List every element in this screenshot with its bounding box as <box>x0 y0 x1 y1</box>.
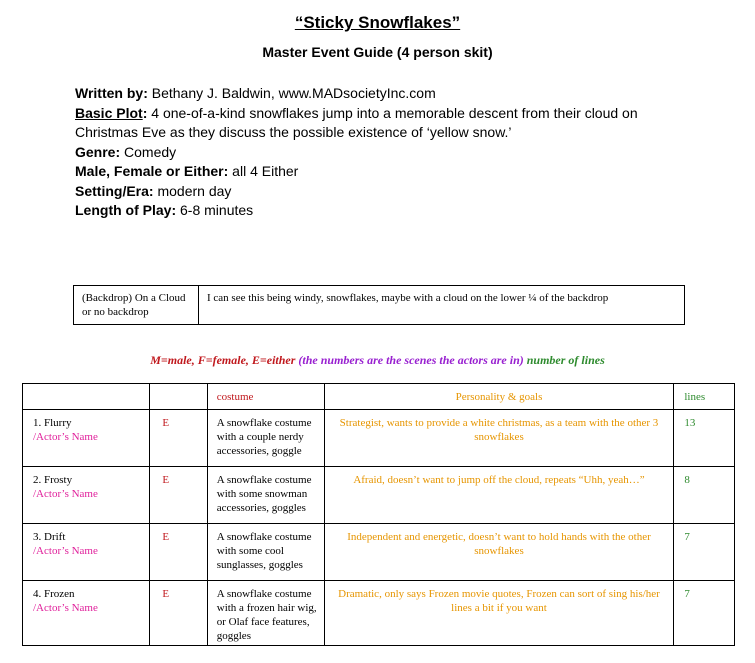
table-row <box>23 581 735 646</box>
table-row <box>23 524 735 581</box>
backdrop-row <box>74 286 685 325</box>
personality-cell: Afraid, doesn’t want to jump off the cloud, repeats “Uhh, yeah…” <box>324 467 674 524</box>
legend <box>0 352 755 368</box>
backdrop-label: (Backdrop) On a Cloud or no backdrop <box>74 286 199 325</box>
cast-table <box>22 383 735 646</box>
gender-line <box>75 162 685 182</box>
written-by-label: Written by: <box>75 85 148 101</box>
cast-table-header <box>23 384 735 410</box>
character-name: 3. Drift <box>33 531 66 543</box>
setting-value: modern day <box>153 182 232 199</box>
character-cell <box>23 410 150 467</box>
lines-cell: 8 <box>674 467 735 524</box>
written-by-value: Bethany J. Baldwin, www.MADsocietyInc.com <box>147 85 436 101</box>
length-label: Length of Play: <box>75 202 177 218</box>
personality-cell: Strategist, wants to provide a white christmas, as a team with the other 3 snowflakes <box>324 410 674 467</box>
genre-label: Genre: <box>75 143 121 160</box>
actor-name: /Actor’s Name <box>33 545 98 557</box>
length-line <box>75 201 685 221</box>
gender-label: Male, Female or Either: <box>75 163 229 179</box>
basic-plot-line <box>75 104 685 143</box>
basic-plot-value: 4 one-of-a-kind snowflakes jump into a memorable descent from their cloud on Christmas Eve as they discuss the possible existence of ‘yellow snow.’ <box>75 104 638 140</box>
personality-cell: Independent and energetic, doesn’t want to hold hands with the other snowflakes <box>324 524 674 581</box>
setting-line <box>75 182 685 202</box>
gender-value: all 4 Either <box>228 163 299 179</box>
legend-gender-key: M=male, F=female, E=either <box>150 353 296 367</box>
lines-cell: 7 <box>674 581 735 646</box>
document-subtitle: Master Event Guide (4 person skit) <box>262 44 493 60</box>
backdrop-table <box>73 285 685 325</box>
character-cell <box>23 524 150 581</box>
title-text: “Sticky Snowflakes” <box>294 13 461 32</box>
gender-cell: E <box>150 524 207 581</box>
document-title <box>0 12 755 34</box>
basic-plot-colon: : <box>142 104 148 121</box>
costume-cell: A snowflake costume with some snowman accessories, goggles <box>207 467 324 524</box>
gender-cell: E <box>150 467 207 524</box>
header-personality: Personality & goals <box>324 384 674 410</box>
actor-name: /Actor’s Name <box>33 602 98 614</box>
character-cell <box>23 581 150 646</box>
actor-name: /Actor’s Name <box>33 431 98 443</box>
lines-cell: 13 <box>674 410 735 467</box>
personality-cell: Dramatic, only says Frozen movie quotes, Frozen can sort of sing his/her lines a bit if you want <box>324 581 674 646</box>
header-costume: costume <box>207 384 324 410</box>
costume-cell: A snowflake costume with some cool sunglasses, goggles <box>207 524 324 581</box>
legend-scenes-key: (the numbers are the scenes the actors are in) <box>295 353 524 367</box>
table-row <box>23 467 735 524</box>
table-row <box>23 410 735 467</box>
header-character <box>23 384 150 410</box>
gender-cell: E <box>150 410 207 467</box>
character-name: 4. Frozen <box>33 588 75 600</box>
header-gender <box>150 384 207 410</box>
character-name: 1. Flurry <box>33 417 72 429</box>
header-lines: lines <box>674 384 735 410</box>
lines-cell: 7 <box>674 524 735 581</box>
costume-cell: A snowflake costume with a frozen hair wig, or Olaf face features, goggles <box>207 581 324 646</box>
basic-plot-label: Basic Plot <box>75 104 143 121</box>
play-info <box>75 84 685 221</box>
actor-name: /Actor’s Name <box>33 488 98 500</box>
setting-label: Setting/Era: <box>75 182 154 199</box>
costume-cell: A snowflake costume with a couple nerdy accessories, goggle <box>207 410 324 467</box>
gender-cell: E <box>150 581 207 646</box>
written-by-line <box>75 84 685 104</box>
genre-line <box>75 143 685 163</box>
genre-value: Comedy <box>120 143 177 160</box>
length-value: 6-8 minutes <box>176 202 254 218</box>
character-name: 2. Frosty <box>33 474 73 486</box>
character-cell <box>23 467 150 524</box>
backdrop-description: I can see this being windy, snowflakes, maybe with a cloud on the lower ¼ of the backdrop <box>199 286 685 325</box>
legend-lines-key: number of lines <box>523 353 605 367</box>
